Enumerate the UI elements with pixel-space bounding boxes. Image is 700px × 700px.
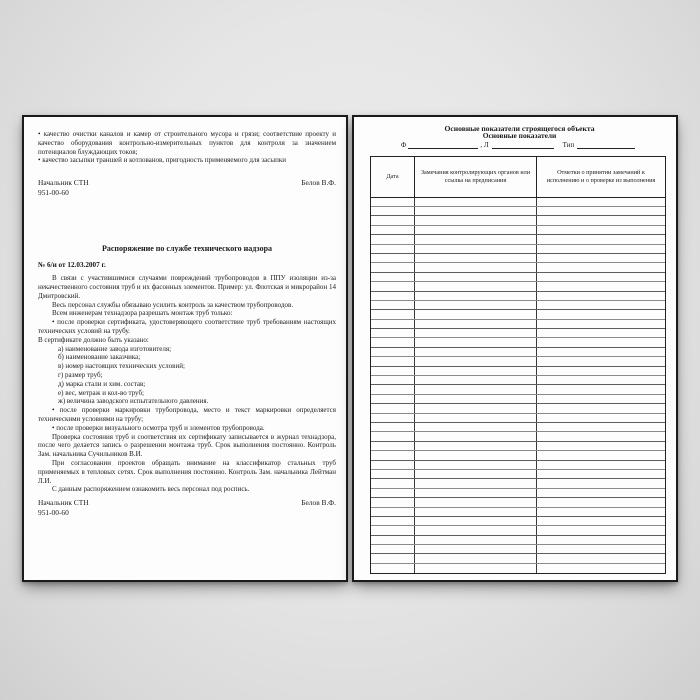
order-paragraph: е) вес, метраж и кол-во труб; xyxy=(58,388,144,397)
table-empty-cell xyxy=(371,263,415,271)
table-empty-cell xyxy=(537,385,665,393)
table-empty-cell xyxy=(415,310,537,318)
table-empty-cell xyxy=(537,564,665,573)
table-empty-cell xyxy=(415,226,537,234)
table-empty-cell xyxy=(371,414,415,422)
table-empty-cell xyxy=(537,216,665,224)
table-empty-cell xyxy=(537,273,665,281)
table-empty-row xyxy=(371,216,665,225)
table-empty-cell xyxy=(371,432,415,440)
remarks-table xyxy=(370,156,666,575)
table-empty-cell xyxy=(537,423,665,431)
column-header-remarks: Замечания контролирующих органов или ссылка на предписания xyxy=(415,157,537,197)
order-paragraph: в) номер настоящих технических условий; xyxy=(58,362,185,371)
remarks-table-header xyxy=(371,157,665,198)
table-empty-cell xyxy=(415,432,537,440)
table-empty-cell xyxy=(537,517,665,525)
table-empty-row xyxy=(371,235,665,244)
signatory-position: Начальник СТН xyxy=(38,178,89,188)
indicators-subtitle: Основные показатели xyxy=(482,131,557,141)
table-empty-cell xyxy=(537,338,665,346)
table-empty-cell xyxy=(371,526,415,534)
signatory-phone: 951-00-60 xyxy=(38,507,69,517)
table-empty-cell xyxy=(371,282,415,290)
order-title: Распоряжение по службе технического надзора xyxy=(101,244,273,254)
table-empty-row xyxy=(371,461,665,470)
signatory-position: Начальник СТН xyxy=(38,498,89,508)
table-empty-row xyxy=(371,479,665,488)
table-empty-row xyxy=(371,432,665,441)
table-empty-cell xyxy=(371,517,415,525)
table-empty-cell xyxy=(415,536,537,544)
table-empty-cell xyxy=(371,385,415,393)
order-paragraph: б) наименование заказчика; xyxy=(58,353,141,362)
table-empty-cell xyxy=(415,545,537,553)
table-empty-cell xyxy=(537,310,665,318)
order-paragraph: В связи с участившимися случаями повреждений трубопроводов в ППУ изоляции из-за некачественного состояния труб и их фасонных элементов. Пример: ул. Флотская и микрорайон 14 Дмитровский. xyxy=(38,274,336,300)
table-empty-cell xyxy=(537,329,665,337)
table-empty-row xyxy=(371,442,665,451)
table-empty-cell xyxy=(371,423,415,431)
table-empty-cell xyxy=(371,404,415,412)
table-empty-cell xyxy=(537,451,665,459)
table-empty-cell xyxy=(415,404,537,412)
table-empty-cell xyxy=(537,404,665,412)
table-empty-row xyxy=(371,329,665,338)
table-empty-cell xyxy=(537,489,665,497)
table-empty-cell xyxy=(537,554,665,562)
table-empty-cell xyxy=(537,254,665,262)
table-empty-cell xyxy=(371,348,415,356)
table-empty-cell xyxy=(371,376,415,384)
table-empty-cell xyxy=(415,395,537,403)
table-empty-cell xyxy=(537,479,665,487)
table-empty-cell xyxy=(537,226,665,234)
table-empty-cell xyxy=(415,216,537,224)
table-empty-cell xyxy=(537,395,665,403)
table-empty-cell xyxy=(415,338,537,346)
order-paragraph: • после проверки визуального осмотра труб и элементов трубопровода. xyxy=(52,423,265,432)
table-empty-cell xyxy=(537,414,665,422)
table-empty-row xyxy=(371,226,665,235)
table-empty-row xyxy=(371,376,665,385)
table-empty-cell xyxy=(415,489,537,497)
table-empty-cell xyxy=(537,263,665,271)
table-empty-row xyxy=(371,367,665,376)
table-empty-cell xyxy=(537,198,665,206)
table-empty-cell xyxy=(415,207,537,215)
table-empty-cell xyxy=(537,207,665,215)
table-empty-cell xyxy=(371,536,415,544)
table-empty-cell xyxy=(371,292,415,300)
table-empty-cell xyxy=(415,461,537,469)
indicators-title: Основные показатели строящегося объекта xyxy=(444,124,595,133)
table-empty-cell xyxy=(371,442,415,450)
order-paragraph: Весь персонал службы обязываю усилить контроль за качеством трубопроводов. xyxy=(52,300,294,309)
table-empty-cell xyxy=(537,536,665,544)
intro-bullet: • качество засыпки траншей и котлованов, пригодность применяемого для засыпки xyxy=(38,156,286,165)
order-paragraph: При согласовании проектов обращать внимание на классификатор стальных труб применяемых в тепловых сетях. Срок выполнения постоянно. Контроль Зам. начальника Лейтман Л.И. xyxy=(38,458,336,485)
table-empty-cell xyxy=(371,395,415,403)
table-empty-cell xyxy=(415,526,537,534)
table-empty-cell xyxy=(415,320,537,328)
table-empty-cell xyxy=(371,273,415,281)
column-header-date: Дата xyxy=(371,157,415,197)
table-empty-cell xyxy=(371,207,415,215)
table-empty-cell xyxy=(415,376,537,384)
table-empty-cell xyxy=(415,442,537,450)
table-empty-cell xyxy=(415,498,537,506)
order-paragraph: г) размер труб; xyxy=(58,370,103,379)
table-empty-cell xyxy=(371,357,415,365)
table-empty-row xyxy=(371,245,665,254)
intro-bullet: • качество очистки каналов и камер от строительного мусора и грязи; соответствие проекту и качество оборудования контрольно-измерительных пунктов для контроля за значением потенциалов блуждающих токов; xyxy=(38,130,336,156)
table-empty-cell xyxy=(537,461,665,469)
table-empty-row xyxy=(371,301,665,310)
table-empty-cell xyxy=(371,329,415,337)
table-empty-cell xyxy=(371,564,415,573)
order-paragraph: а) наименование завода изготовителя; xyxy=(58,344,172,353)
table-empty-cell xyxy=(537,320,665,328)
table-empty-cell xyxy=(371,310,415,318)
order-body xyxy=(38,274,336,494)
table-empty-row xyxy=(371,254,665,263)
table-empty-row xyxy=(371,554,665,563)
table-empty-cell xyxy=(415,564,537,573)
form-blank-f xyxy=(408,141,478,149)
table-empty-row xyxy=(371,470,665,479)
form-blank-l xyxy=(492,141,554,149)
table-empty-cell xyxy=(415,282,537,290)
table-empty-cell xyxy=(415,273,537,281)
table-empty-cell xyxy=(371,226,415,234)
order-paragraph: С данным распоряжением ознакомить весь персонал под роспись. xyxy=(52,485,250,494)
table-empty-row xyxy=(371,207,665,216)
table-empty-row xyxy=(371,348,665,357)
table-empty-cell xyxy=(371,245,415,253)
object-form-line xyxy=(370,141,669,149)
table-empty-cell xyxy=(415,451,537,459)
table-empty-cell xyxy=(415,470,537,478)
table-empty-cell xyxy=(415,254,537,262)
table-empty-row xyxy=(371,517,665,526)
table-empty-cell xyxy=(415,554,537,562)
column-header-acceptance: Отметки о принятии замечаний к исполнению и о проверке из выполнения xyxy=(546,169,656,184)
table-empty-cell xyxy=(371,254,415,262)
form-blank-tip xyxy=(577,141,635,149)
table-empty-row xyxy=(371,292,665,301)
table-empty-row xyxy=(371,498,665,507)
table-empty-row xyxy=(371,414,665,423)
table-empty-cell xyxy=(537,301,665,309)
intro-bullet-list xyxy=(38,130,336,165)
table-empty-cell xyxy=(537,357,665,365)
left-page xyxy=(22,115,348,582)
order-paragraph: ж) величина заводского испытательного давления. xyxy=(58,397,209,406)
order-number: № 6/и от 12.03.2007 г. xyxy=(38,261,106,270)
table-empty-row xyxy=(371,545,665,554)
table-empty-cell xyxy=(415,385,537,393)
order-paragraph: • после проверки сертификата, удостоверяющего соответствие труб требованиям настоящих технических условий на трубу. xyxy=(38,318,336,335)
order-paragraph: В сертификате должно быть указано: xyxy=(38,335,149,344)
table-empty-cell xyxy=(371,498,415,506)
table-empty-row xyxy=(371,385,665,394)
table-empty-cell xyxy=(371,235,415,243)
table-empty-cell xyxy=(537,245,665,253)
table-empty-cell xyxy=(537,432,665,440)
signatory-phone: 951-00-60 xyxy=(38,187,69,197)
table-empty-row xyxy=(371,451,665,460)
table-empty-cell xyxy=(537,498,665,506)
table-empty-cell xyxy=(415,357,537,365)
table-empty-row xyxy=(371,282,665,291)
table-empty-cell xyxy=(415,348,537,356)
table-empty-row xyxy=(371,273,665,282)
table-empty-cell xyxy=(371,489,415,497)
form-label-tip: Тип xyxy=(562,140,575,149)
signatory-name: Белов В.Ф. xyxy=(301,498,336,508)
table-empty-cell xyxy=(371,338,415,346)
table-empty-cell xyxy=(537,282,665,290)
remarks-table-body xyxy=(371,198,665,574)
table-empty-cell xyxy=(537,348,665,356)
table-empty-cell xyxy=(371,320,415,328)
order-paragraph: Всем инженерам технадзора разрешать монтаж труб только: xyxy=(52,309,233,318)
table-empty-cell xyxy=(415,329,537,337)
table-empty-row xyxy=(371,526,665,535)
table-empty-cell xyxy=(415,245,537,253)
right-page xyxy=(352,115,678,582)
table-empty-cell xyxy=(537,235,665,243)
table-empty-row xyxy=(371,423,665,432)
table-empty-cell xyxy=(415,292,537,300)
table-empty-row xyxy=(371,536,665,545)
table-empty-cell xyxy=(371,508,415,516)
table-empty-cell xyxy=(415,198,537,206)
table-empty-row xyxy=(371,198,665,207)
table-empty-row xyxy=(371,404,665,413)
table-empty-row xyxy=(371,263,665,272)
order-paragraph: д) марка стали и хим. состав; xyxy=(58,379,146,388)
signatory-name: Белов В.Ф. xyxy=(301,178,336,188)
form-label-f: Ф xyxy=(400,140,407,149)
table-empty-cell xyxy=(415,414,537,422)
table-empty-cell xyxy=(371,554,415,562)
table-empty-cell xyxy=(415,367,537,375)
table-empty-cell xyxy=(537,442,665,450)
table-empty-cell xyxy=(537,367,665,375)
table-empty-cell xyxy=(415,508,537,516)
table-empty-row xyxy=(371,489,665,498)
table-empty-cell xyxy=(537,470,665,478)
signature-block-bottom xyxy=(38,498,336,517)
table-empty-row xyxy=(371,564,665,573)
form-label-l: , Л xyxy=(480,140,489,149)
table-empty-row xyxy=(371,338,665,347)
table-empty-cell xyxy=(371,451,415,459)
table-empty-row xyxy=(371,310,665,319)
table-empty-cell xyxy=(415,263,537,271)
table-empty-cell xyxy=(537,526,665,534)
table-empty-cell xyxy=(537,508,665,516)
table-empty-cell xyxy=(537,292,665,300)
table-empty-cell xyxy=(415,301,537,309)
order-paragraph: Проверка состояния труб и соответствия их сертификату записывается в журнал технадзора, после чего делается запись о разрешении монтажа труб. Срок выполнения постоянно. Контроль Зам. начальника Сучильников В.И. xyxy=(38,432,336,459)
table-empty-cell xyxy=(371,479,415,487)
table-empty-cell xyxy=(415,423,537,431)
table-empty-cell xyxy=(371,461,415,469)
signature-block-top xyxy=(38,178,336,197)
table-empty-cell xyxy=(371,198,415,206)
table-empty-row xyxy=(371,320,665,329)
table-empty-cell xyxy=(537,545,665,553)
table-empty-cell xyxy=(537,376,665,384)
table-empty-cell xyxy=(415,235,537,243)
table-empty-row xyxy=(371,357,665,366)
table-empty-cell xyxy=(415,517,537,525)
table-empty-cell xyxy=(371,216,415,224)
table-empty-cell xyxy=(371,470,415,478)
table-empty-cell xyxy=(415,479,537,487)
table-empty-row xyxy=(371,395,665,404)
table-empty-cell xyxy=(371,301,415,309)
table-empty-cell xyxy=(371,367,415,375)
table-empty-row xyxy=(371,508,665,517)
order-paragraph: • после проверки маркировки трубопровода, место и текст маркировки определяется техническими условиями на трубу; xyxy=(38,406,336,423)
table-empty-cell xyxy=(371,545,415,553)
